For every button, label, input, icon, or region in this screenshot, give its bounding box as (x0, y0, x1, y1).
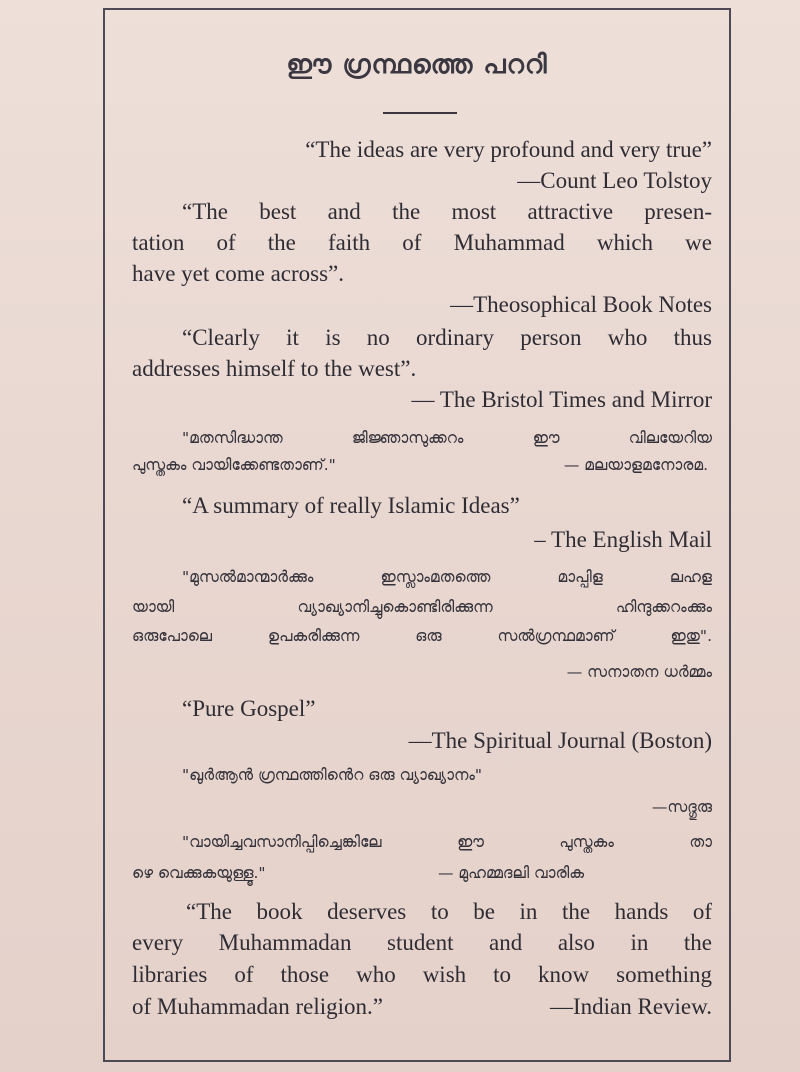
review-quote: “A summary of really Islamic Ideas” (182, 493, 520, 518)
review-quote-line: addresses himself to the west”. (132, 356, 417, 381)
review-quote-line: every Muhammadan student and also in the (132, 930, 712, 955)
review-source: – The English Mail (534, 527, 712, 552)
review-source: — The Bristol Times and Mirror (411, 387, 712, 412)
review-source: —സദ്ഗുരു (651, 798, 712, 816)
review-quote-line: tation of the faith of Muhammad which we (132, 230, 712, 255)
review-quote-line: "വായിച്ചവസാനിപ്പിച്ചെങ്കിലേ ഈ പുസ്തകം താ (182, 833, 712, 851)
review-quote-line: "മുസൽമാന്മാർക്കും ഇസ്ലാംമതത്തെ മാപ്പിള ലഹള (182, 568, 712, 586)
review-quote-line: ഴെ വെക്കുകയുള്ളൂ." (132, 864, 266, 882)
review-source: —Theosophical Book Notes (450, 292, 712, 317)
review-quote-line: have yet come across”. (132, 261, 345, 286)
review-quote-line: ഒരുപോലെ ഉപകരിക്കുന്ന ഒരു സൽഗ്രന്ഥമാണ് ഇതു". (132, 627, 712, 645)
review-source: —Indian Review. (549, 994, 712, 1019)
review-quote-line: “The best and the most attractive presen- (182, 199, 712, 224)
review-source: — മുഹമ്മദലി വാരിക (438, 864, 585, 882)
review-quote-line: “Clearly it is no ordinary person who thus (182, 325, 712, 350)
review-quote: “The ideas are very profound and very true” (305, 137, 712, 162)
review-quote: “Pure Gospel” (182, 696, 316, 721)
review-quote-row (132, 993, 712, 1021)
review-quote-line: പുസ്തകം വായിക്കേണ്ടതാണ്." (132, 456, 336, 474)
review-quote-line: of Muhammadan religion.” (132, 994, 384, 1019)
review-quote-line: "മതസിദ്ധാന്ത ജിജ്ഞാസുക്കറം ഈ വിലയേറിയ (182, 429, 712, 447)
title-divider (383, 112, 457, 114)
review-quote-row (132, 454, 712, 476)
page-title: ഈ ഗ്രന്ഥത്തെ പററി (286, 50, 548, 80)
review-quote-line: യായി വ്യാഖ്യാനിച്ചുകൊണ്ടിരിക്കുന്ന ഹിന്ദുക്കറംക്കും (132, 598, 712, 616)
review-quote: "ഖുർആൻ ഗ്രന്ഥത്തിൻെറ ഒരു വ്യാഖ്യാനം" (182, 766, 482, 784)
review-quote-row (132, 862, 712, 884)
review-source: —Count Leo Tolstoy (517, 168, 712, 193)
review-quote-line: “The book deserves to be in the hands of (186, 899, 712, 924)
review-source: — മലയാളമനോരമ. (563, 456, 708, 474)
review-source: — സനാതന ധർമ്മം (566, 663, 712, 681)
review-quote-line: libraries of those who wish to know something (132, 962, 712, 987)
review-source: —The Spiritual Journal (Boston) (408, 728, 712, 753)
